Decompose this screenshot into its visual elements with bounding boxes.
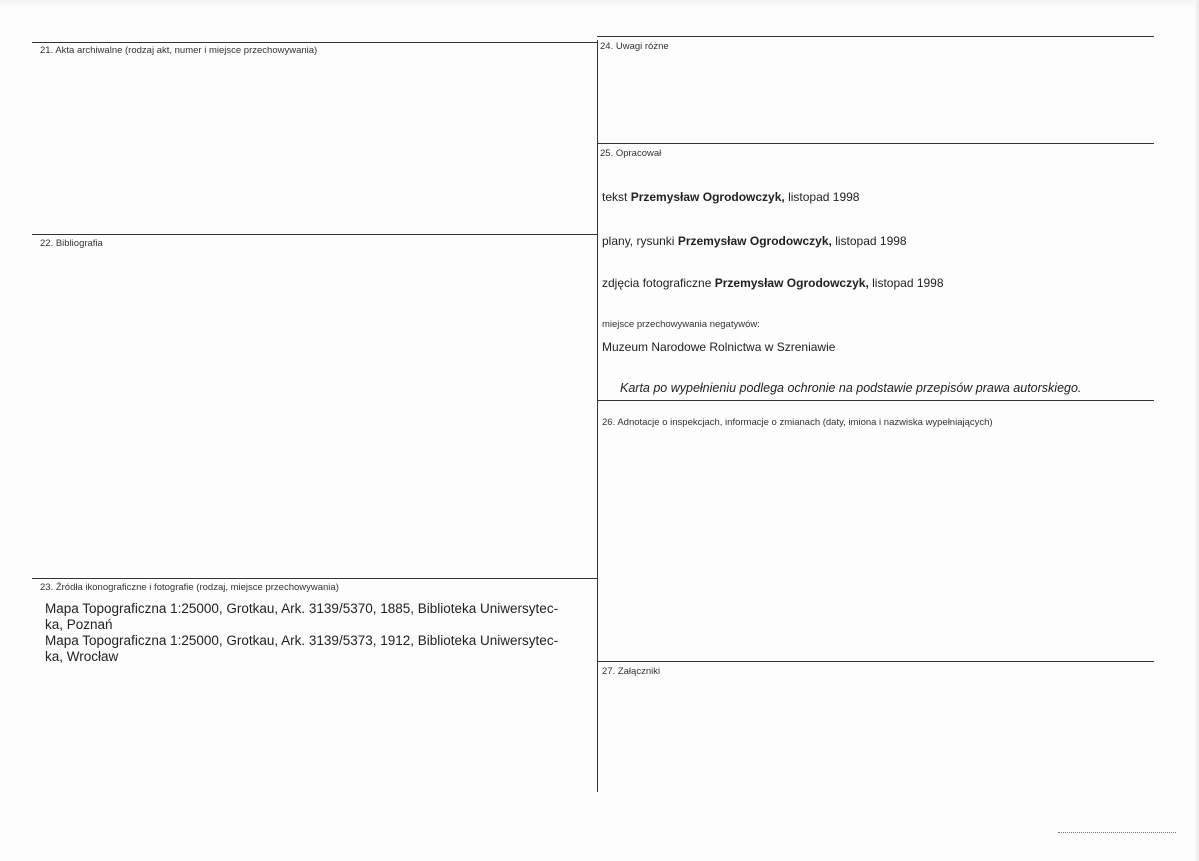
negatives-label: miejsce przechowywania negatywów: [602, 319, 760, 330]
author-photos [602, 276, 944, 290]
section-23-entry-1b: ka, Poznań [45, 617, 113, 632]
section-25-label: 25. Opracował [600, 148, 662, 159]
author-photos-prefix: zdjęcia fotograficzne [602, 276, 715, 290]
section-24-label: 24. Uwagi różne [600, 41, 669, 52]
author-drawings-prefix: plany, rysunki [602, 234, 678, 248]
section-23-entry-2a: Mapa Topograficzna 1:25000, Grotkau, Ark. 3139/5373, 1912, Biblioteka Uniwersytec- [45, 633, 559, 648]
negatives-place: Muzeum Narodowe Rolnictwa w Szreniawie [602, 340, 836, 354]
author-photos-date: listopad 1998 [868, 276, 944, 290]
copyright-note: Karta po wypełnieniu podlega ochronie na podstawie przepisów prawa autorskiego. [620, 381, 1082, 395]
column-divider [597, 40, 598, 792]
section-26-rule [597, 400, 1154, 401]
author-text [602, 190, 859, 204]
section-25-rule [597, 143, 1154, 144]
author-drawings-date: listopad 1998 [831, 234, 907, 248]
section-23-label: 23. Źródła ikonograficzne i fotografie (rodzaj, miejsce przechowywania) [40, 582, 339, 593]
author-photos-name: Przemysław Ogrodowczyk, [714, 276, 869, 290]
section-26-label: 26. Adnotacje o inspekcjach, informacje o zmianach (daty, imiona i nazwiska wypełniających) [602, 417, 993, 428]
author-drawings [602, 234, 907, 248]
section-27-rule [597, 661, 1154, 662]
author-drawings-name: Przemysław Ogrodowczyk, [677, 234, 832, 248]
section-23-entry-2b: ka, Wrocław [45, 649, 119, 664]
section-23-rule [32, 578, 597, 579]
section-21-rule [32, 42, 597, 43]
author-text-prefix: tekst [602, 190, 631, 204]
paper-edge-top [0, 0, 1199, 8]
section-27-label: 27. Załączniki [602, 666, 661, 677]
section-23-entry-1a: Mapa Topograficzna 1:25000, Grotkau, Ark. 3139/5370, 1885, Biblioteka Uniwersytec- [45, 601, 559, 616]
paper-edge-right [1193, 0, 1199, 861]
author-text-name: Przemysław Ogrodowczyk, [630, 190, 785, 204]
section-24-rule [597, 36, 1154, 37]
scan-artifact-dots [1058, 832, 1176, 833]
section-21-label: 21. Akta archiwalne (rodzaj akt, numer i miejsce przechowywania) [40, 45, 318, 56]
author-text-date: listopad 1998 [784, 190, 860, 204]
section-22-label: 22. Bibliografia [40, 238, 103, 249]
section-22-rule [32, 234, 597, 235]
